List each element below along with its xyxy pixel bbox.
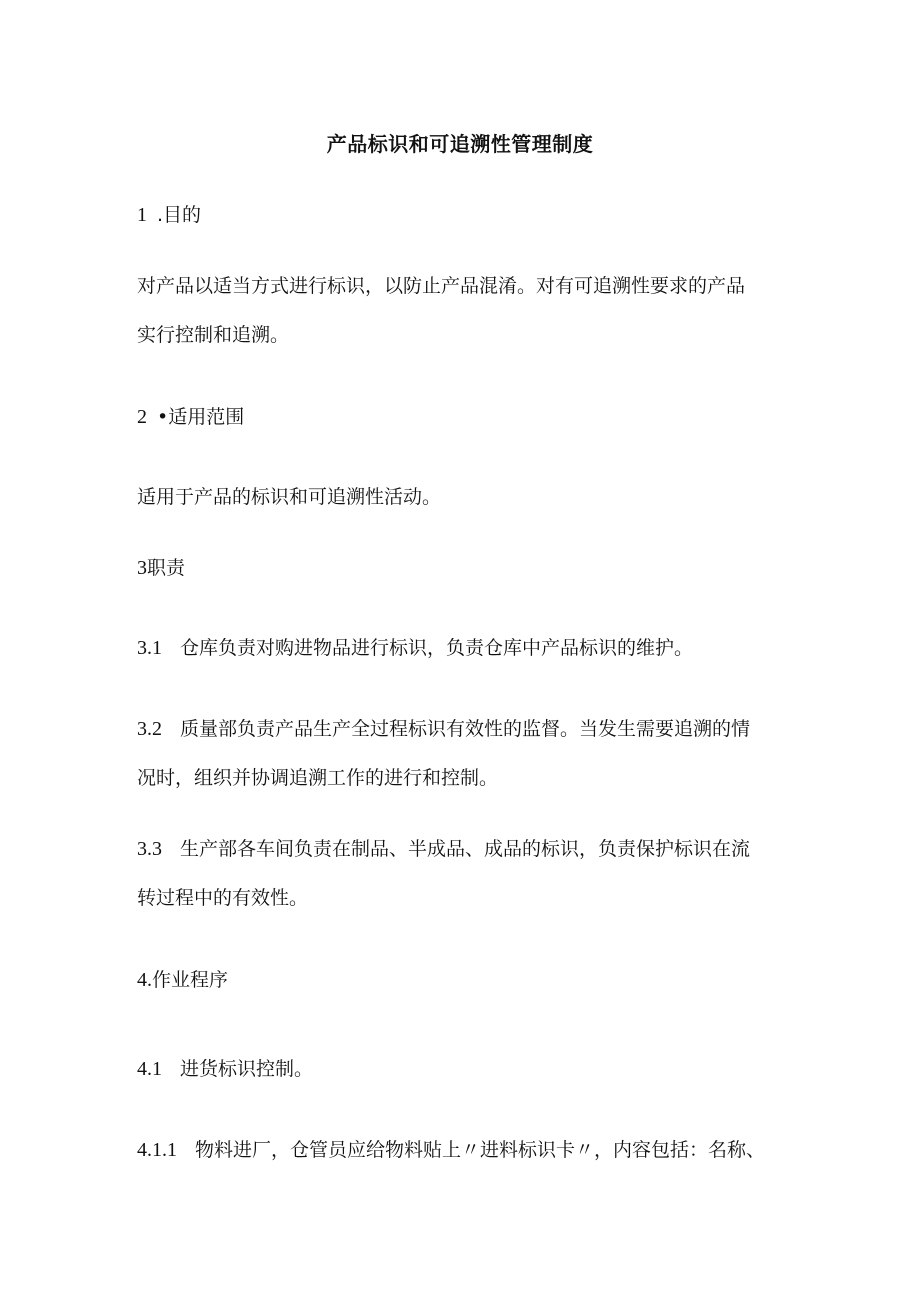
document-title: 产品标识和可追溯性管理制度 xyxy=(326,132,594,156)
section-2-heading xyxy=(137,402,244,429)
section-3-1 xyxy=(137,633,693,660)
section-text: 进货标识控制。 xyxy=(180,1058,314,1080)
section-1-heading xyxy=(137,200,201,227)
section-text: 仓库负责对购进物品进行标识，负责仓库中产品标识的维护。 xyxy=(180,637,694,659)
section-heading-text: 职责 xyxy=(147,557,186,579)
section-text: 质量部负责产品生产全过程标识有效性的监督。当发生需要追溯的情 xyxy=(180,718,751,740)
section-4-1-1 xyxy=(137,1135,765,1162)
section-number: 1 xyxy=(137,204,147,226)
section-number: 3.1 xyxy=(137,637,162,659)
section-heading-text: .目的 xyxy=(157,204,202,226)
section-1-paragraph-line-2: 实行控制和追溯。 xyxy=(137,324,290,346)
section-4-heading xyxy=(137,965,228,992)
section-3-heading xyxy=(137,553,185,580)
section-number: 4.1 xyxy=(137,1058,162,1080)
section-2-paragraph: 适用于产品的标识和可追溯性活动。 xyxy=(137,486,442,508)
section-heading-text: 作业程序 xyxy=(152,969,229,991)
section-3-3-line-2: 转过程中的有效性。 xyxy=(137,887,309,909)
section-text: 生产部各车间负责在制品、半成品、成品的标识，负责保护标识在流 xyxy=(180,838,751,860)
section-4-1 xyxy=(137,1054,313,1081)
section-text: 物料进厂，仓管员应给物料贴上〃进料标识卡〃，内容包括：名称、 xyxy=(195,1139,766,1161)
section-3-3-line-1 xyxy=(137,834,750,861)
section-number: 3.2 xyxy=(137,718,162,740)
section-1-paragraph-line-1: 对产品以适当方式进行标识，以防止产品混淆。对有可追溯性要求的产品 xyxy=(137,275,746,297)
section-number: 2 xyxy=(137,406,147,428)
section-number: 3 xyxy=(137,557,147,579)
section-3-2-line-2: 况时，组织并协调追溯工作的进行和控制。 xyxy=(137,767,499,789)
section-number: 4. xyxy=(137,969,152,991)
section-number: 4.1.1 xyxy=(137,1139,177,1161)
section-heading-text: •适用范围 xyxy=(157,406,245,428)
section-number: 3.3 xyxy=(137,838,162,860)
section-3-2-line-1 xyxy=(137,714,750,741)
